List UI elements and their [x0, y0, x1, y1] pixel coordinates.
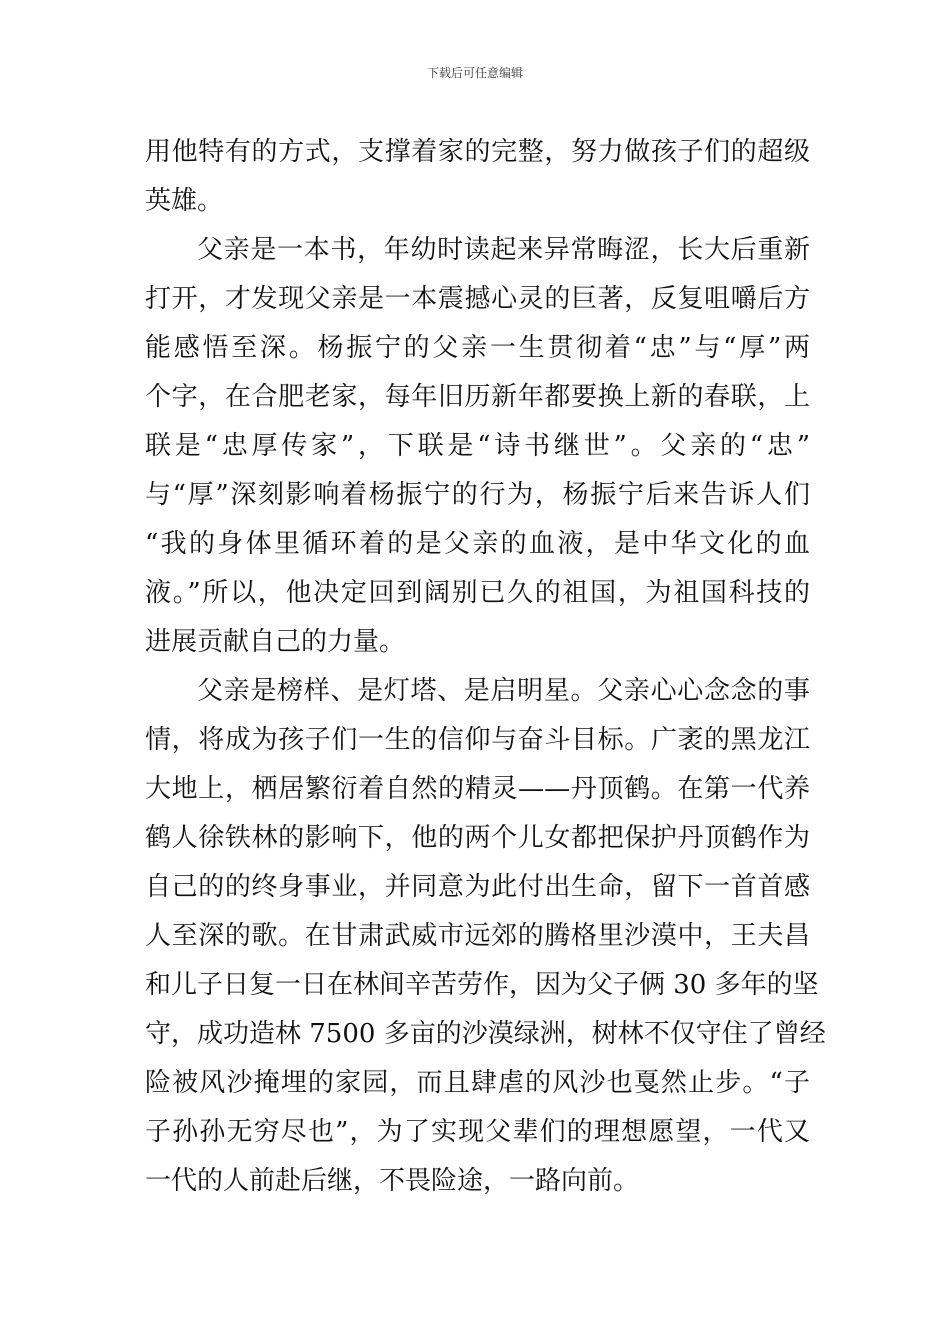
- text-line: 联是“忠厚传家”，下联是“诗书继世”。父亲的“忠”: [145, 431, 810, 461]
- text-line: 与“厚”深刻影响着杨振宁的行为，杨振宁后来告诉人们: [145, 480, 810, 510]
- text-line: 自己的的终身事业，并同意为此付出生命，留下一首首感: [145, 872, 810, 902]
- text-line: 用他特有的方式，支撑着家的完整，努力做孩子们的超级: [145, 137, 810, 167]
- text-line: 子孙孙无穷尽也”，为了实现父辈们的理想愿望，一代又: [145, 1117, 810, 1147]
- text-line: 英雄。: [145, 186, 224, 216]
- paragraph-first-line: 父亲是一本书，年幼时读起来异常晦涩，长大后重新: [197, 235, 810, 265]
- text-line: 人至深的歌。在甘肃武威市远郊的腾格里沙漠中，王夫昌: [145, 921, 810, 951]
- paragraph-first-line: 父亲是榜样、是灯塔、是启明星。父亲心心念念的事: [197, 676, 810, 706]
- text-line: 进展贡献自己的力量。: [145, 627, 406, 657]
- text-line: 鹤人徐铁林的影响下，他的两个儿女都把保护丹顶鹤作为: [145, 823, 810, 853]
- text-line: 打开，才发现父亲是一本震撼心灵的巨著，反复咀嚼后方: [145, 284, 810, 314]
- text-line: 个字，在合肥老家，每年旧历新年都要换上新的春联，上: [145, 382, 810, 412]
- text-line: “我的身体里循环着的是父亲的血液，是中华文化的血: [145, 529, 810, 559]
- page-header: 下载后可任意编辑: [426, 66, 523, 80]
- document-body: [145, 128, 826, 1206]
- text-line: 一代的人前赴后继，不畏险途，一路向前。: [145, 1166, 640, 1196]
- text-line: 能感悟至深。杨振宁的父亲一生贯彻着“忠”与“厚”两: [145, 333, 810, 363]
- text-line: 守，成功造林 7500 多亩的沙漠绿洲，树林不仅守住了曾经: [145, 1019, 826, 1049]
- text-line: 情，将成为孩子们一生的信仰与奋斗目标。广袤的黑龙江: [145, 725, 810, 755]
- text-line: 险被风沙掩埋的家园，而且肆虐的风沙也戛然止步。“子: [145, 1068, 810, 1098]
- text-line: 大地上，栖居繁衍着自然的精灵——丹顶鹤。在第一代养: [145, 774, 810, 804]
- text-line: 和儿子日复一日在林间辛苦劳作，因为父子俩 30 多年的坚: [145, 970, 819, 1000]
- text-line: 液。”所以，他决定回到阔别已久的祖国，为祖国科技的: [145, 578, 810, 608]
